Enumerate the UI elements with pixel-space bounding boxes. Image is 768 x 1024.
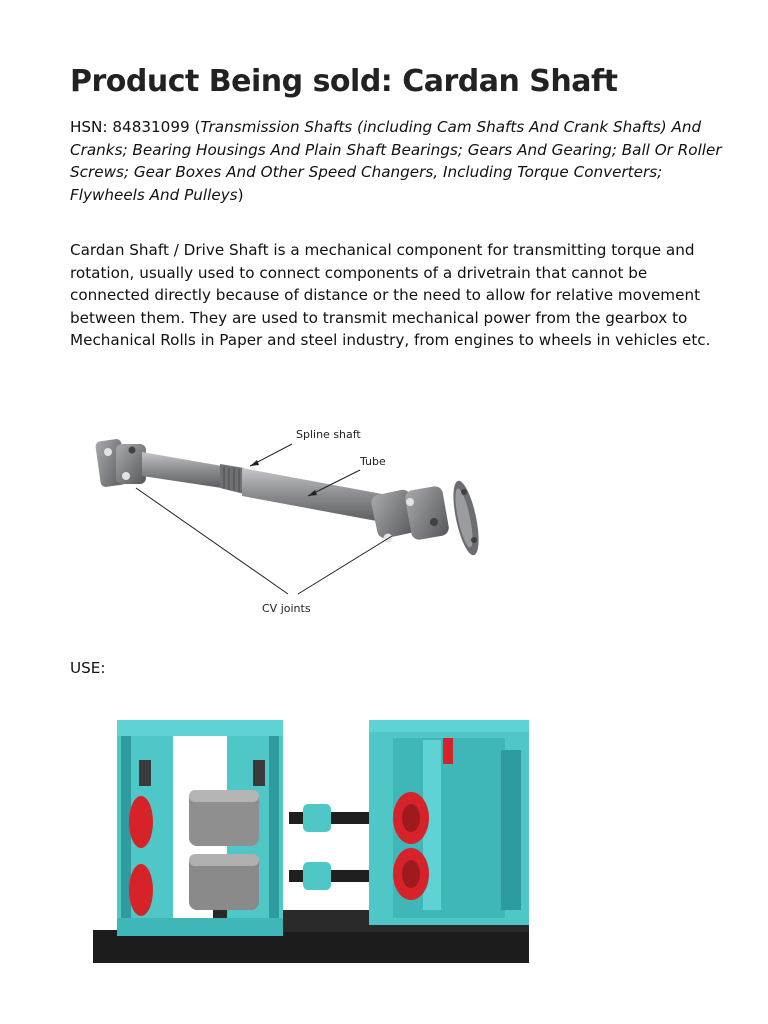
description-paragraph: Cardan Shaft / Drive Shaft is a mechanical component for transmitting torque and rotation, usually used to connect components of a drivetrain that cannot be connected directly because of distance or the need to allow for relative movement between them. They are used to transmit mechanical power from the gearbox to Mechanical Rolls in Paper and steel industry, from engines to wheels in vehicles etc. xyxy=(70,241,711,350)
page-title: Product Being sold: Cardan Shaft xyxy=(70,64,618,99)
spline-shaft-label: Spline shaft xyxy=(296,428,361,441)
left-cv-joint xyxy=(95,438,146,487)
gearbox xyxy=(369,720,529,925)
left-roll-stand xyxy=(117,720,283,936)
cardan-shaft-figure xyxy=(92,422,492,622)
right-cv-joint xyxy=(370,479,484,557)
spline-tube-left xyxy=(142,452,222,488)
hsn-code: HSN: 84831099 ( xyxy=(70,118,201,136)
cv-joints-label: CV joints xyxy=(262,602,311,615)
hsn-close-paren: ) xyxy=(237,185,244,204)
use-heading: USE: xyxy=(70,659,106,677)
spline-section xyxy=(220,464,244,494)
cv-joint-pointer-left xyxy=(136,488,288,594)
hsn-description: Transmission Shafts (including Cam Shafts And Crank Shafts) And Cranks; Bearing Housings And Plain Shaft Bearings; Gears And Gearing; Ball Or Roller Screws; Gear Boxes And Other Speed Changers, Including Torque Converters; Flywheels And Pulleys xyxy=(70,118,722,204)
rolling-mill-figure xyxy=(93,720,529,963)
tube-label: Tube xyxy=(360,455,386,468)
hsn-paragraph xyxy=(70,116,730,206)
cv-joint-pointer-right xyxy=(298,536,392,594)
